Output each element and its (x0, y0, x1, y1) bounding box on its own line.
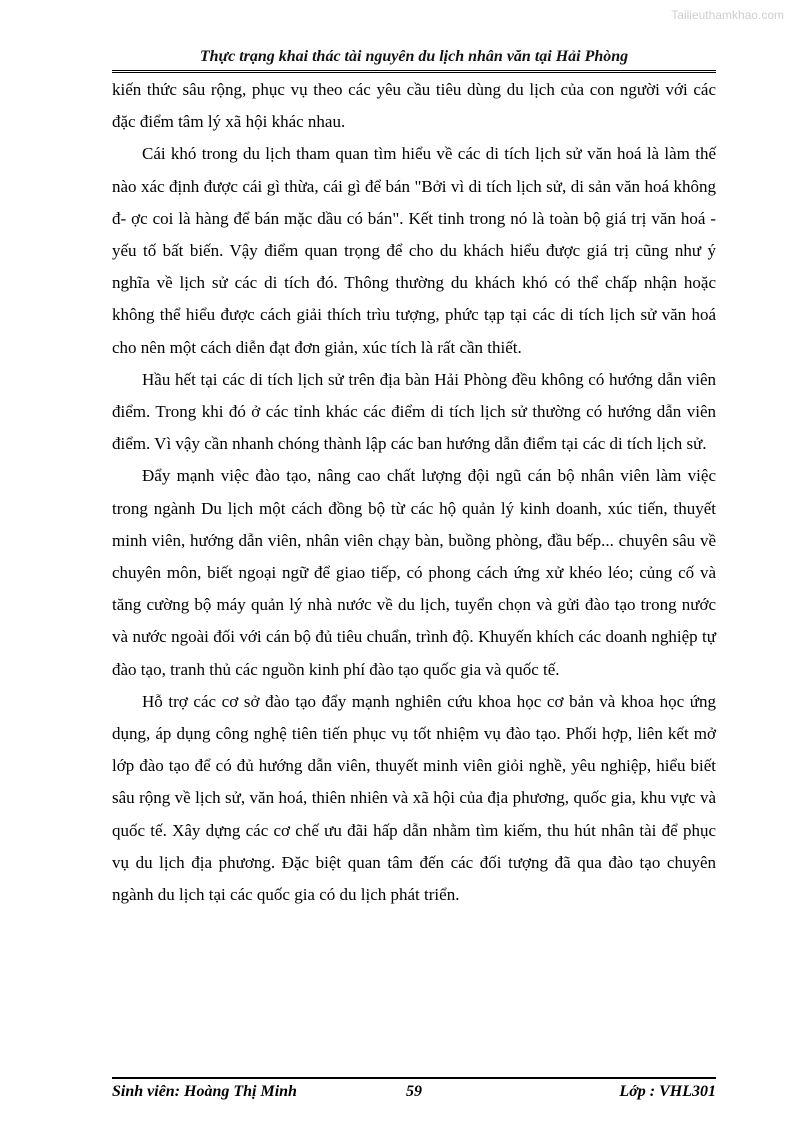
paragraph-4: Đẩy mạnh việc đào tạo, nâng cao chất lượng đội ngũ cán bộ nhân viên làm việc trong ngành Du lịch một cách đồng bộ từ các hộ quản lý kinh doanh, xúc tiến, thuyết minh viên, hướng dẫn viên, nhân viên chạy bàn, buồng phòng, đầu bếp... chuyên sâu về chuyên môn, biết ngoại ngữ để giao tiếp, có phong cách ứng xử khéo léo; củng cố và tăng cường bộ máy quản lý nhà nước về du lịch, tuyển chọn và gửi đào tạo trong nước và nước ngoài đối với cán bộ đủ tiêu chuẩn, trình độ. Khuyến khích các doanh nghiệp tự đào tạo, tranh thủ các nguồn kinh phí đào tạo quốc gia và quốc tế. (112, 466, 716, 679)
header-divider (112, 70, 716, 73)
page-header-title: Thực trạng khai thác tài nguyên du lịch nhân văn tại Hải Phòng (199, 48, 629, 65)
watermark-text: Tailieuthamkhao.com (671, 8, 784, 22)
document-body (112, 74, 716, 911)
footer-page-number: 59 (406, 1083, 422, 1100)
footer-student-name: Sinh viên: Hoàng Thị Minh (112, 1083, 297, 1100)
paragraph-3: Hầu hết tại các di tích lịch sử trên địa bàn Hải Phòng đều không có hướng dẫn viên điểm. Trong khi đó ở các tỉnh khác các điểm di tích lịch sử thường có hướng dẫn viên điểm. Vì vậy cần nhanh chóng thành lập các ban hướng dẫn điểm tại các di tích lịch sử. (112, 369, 716, 454)
paragraph-2: Cái khó trong du lịch tham quan tìm hiểu về các di tích lịch sử văn hoá là làm thế nào xác định được cái gì thừa, cái gì để bán "Bởi vì di tích lịch sử, di sản văn hoá không đ- ợc coi là hàng để bán mặc dầu có bán". Kết tinh trong nó là toàn bộ giá trị văn hoá - yếu tố bất biến. Vậy điểm quan trọng để cho du khách hiểu được giá trị cũng như ý nghĩa về lịch sử các di tích đó. Thông thường du khách khó có thể chấp nhận hoặc không thể hiểu được cách giải thích trìu tượng, phức tạp tại các di tích lịch sử văn hoá cho nên một cách diễn đạt đơn giản, xúc tích là rất cần thiết. (112, 144, 716, 357)
page-footer (112, 1083, 716, 1107)
paragraph-5: Hỗ trợ các cơ sở đào tạo đẩy mạnh nghiên cứu khoa học cơ bản và khoa học ứng dụng, áp dụng công nghệ tiên tiến phục vụ tốt nhiệm vụ đào tạo. Phối hợp, liên kết mở lớp đào tạo để có đủ hướng dẫn viên, thuyết minh viên giỏi nghề, yêu nghiệp, hiểu biết sâu rộng về lịch sử, văn hoá, thiên nhiên và xã hội của địa phương, quốc gia, khu vực và quốc tế. Xây dựng các cơ chế ưu đãi hấp dẫn nhằm tìm kiếm, thu hút nhân tài để phục vụ du lịch địa phương. Đặc biệt quan tâm đến các đối tượng đã qua đào tạo chuyên ngành du lịch tại các quốc gia có du lịch phát triển. (112, 691, 716, 905)
paragraph-continuation: kiến thức sâu rộng, phục vụ theo các yêu cầu tiêu dùng du lịch của con người với các đặc điểm tâm lý xã hội khác nhau. (112, 80, 716, 132)
footer-class: Lớp : VHL301 (619, 1083, 716, 1100)
footer-divider (112, 1077, 716, 1079)
